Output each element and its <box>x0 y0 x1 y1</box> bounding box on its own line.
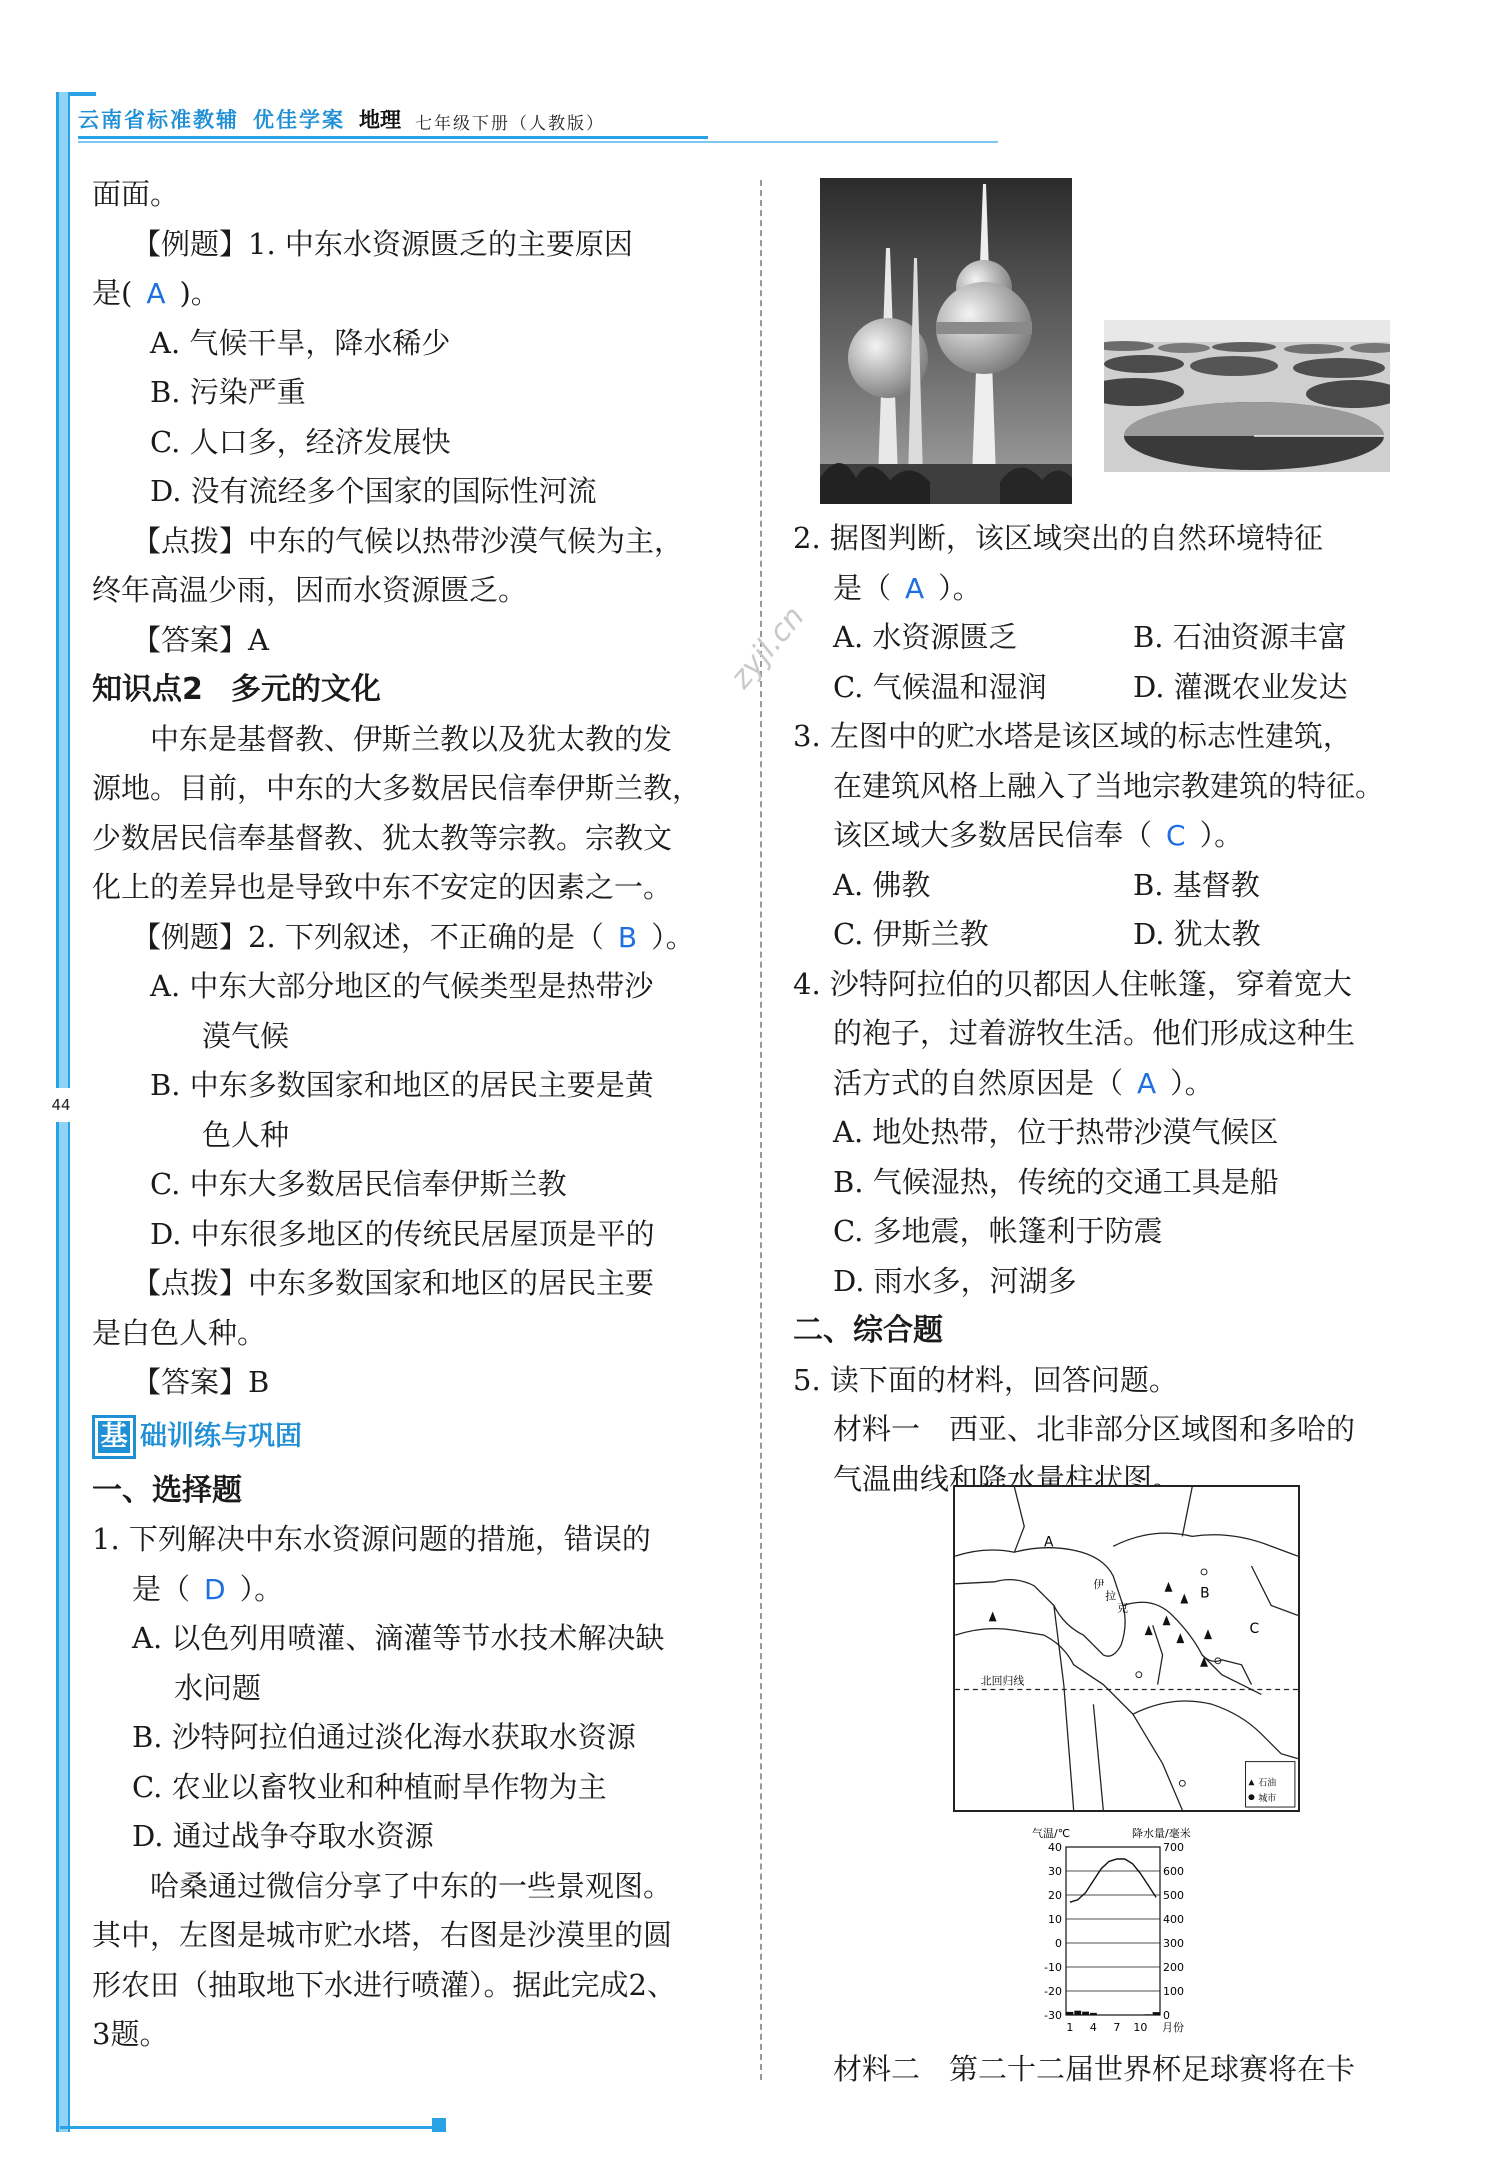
header-series: 优佳学案 <box>253 108 345 132</box>
question2-options-row2 <box>793 663 1433 713</box>
temperature-curve <box>1070 1859 1156 1902</box>
question3-line2: 在建筑风格上融入了当地宗教建筑的特征。 <box>833 768 1385 803</box>
question1-option-c: C. 农业以畜牧业和种植耐旱作物为主 <box>132 1769 607 1804</box>
tip1-line2: 终年高温少雨，因而水资源匮乏。 <box>92 573 528 607</box>
intro-line2: 其中，左图是城市贮水塔，右图是沙漠里的圆 <box>92 1918 673 1952</box>
right-tick-label: 600 <box>1163 1865 1184 1878</box>
text-line: 面面。 <box>92 177 180 211</box>
map-label-yi: 伊 <box>1093 1577 1105 1591</box>
x-tick-label: 1 <box>1066 2021 1074 2034</box>
material1-line1: 材料一 西亚、北非部分区域图和多哈的 <box>833 1412 1356 1446</box>
basic-banner-icon: 基 <box>92 1415 136 1459</box>
tip2-line2: 是白色人种。 <box>92 1315 267 1350</box>
example2-option-d: D. 中东很多地区的传统民居屋顶是平的 <box>150 1216 655 1251</box>
left-tick-label: -30 <box>1044 2009 1062 2022</box>
material1-line2: 气温曲线和降水量柱状图。 <box>833 1461 1182 1496</box>
question3-option-c: C. 伊斯兰教 <box>833 917 989 951</box>
example2-answer: B <box>617 920 638 954</box>
answer1: 【答案】A <box>132 622 269 657</box>
header-subject: 地理 <box>359 108 401 132</box>
example1-question: 【例题】1. 中东水资源匮乏的主要原因 <box>132 226 633 261</box>
column-divider <box>760 180 762 2080</box>
doha-climate-chart <box>1020 1825 1245 2040</box>
question1-line2: 是（ D ）。 <box>132 1571 284 1606</box>
intro-line3: 形农田（抽取地下水进行喷灌）。据此完成2、 <box>92 1967 676 2002</box>
question3-option-d: D. 犹太教 <box>1133 917 1261 951</box>
example2-option-c: C. 中东大多数居民信奉伊斯兰教 <box>150 1167 567 1201</box>
example2-option-a-cont: 漠气候 <box>202 1018 290 1053</box>
question3-options-row2 <box>793 910 1433 960</box>
left-tick-label: -20 <box>1044 1985 1062 1998</box>
right-tick-label: 200 <box>1163 1961 1184 1974</box>
question4-line2: 的袍子，过着游牧生活。他们形成这种生 <box>833 1016 1356 1050</box>
example2-option-a: A. 中东大部分地区的气候类型是热带沙 <box>150 969 654 1003</box>
footer-square <box>432 2118 446 2132</box>
question4-option-d: D. 雨水多，河湖多 <box>833 1263 1077 1298</box>
header-rule <box>78 136 708 139</box>
question1-option-b: B. 沙特阿拉伯通过淡化海水获取水资源 <box>132 1720 636 1754</box>
question4-option-c: C. 多地震，帐篷利于防震 <box>833 1214 1163 1248</box>
question2-line1: 2. 据图判断，该区域突出的自然环境特征 <box>793 521 1323 555</box>
header-brand: 云南省标准教辅 <box>78 108 239 132</box>
precipitation-bar <box>1145 2014 1152 2015</box>
question1-option-a: A. 以色列用喷灌、滴灌等节水技术解决缺 <box>132 1621 665 1655</box>
precipitation-bar <box>1082 2012 1089 2015</box>
question2-option-d: D. 灌溉农业发达 <box>1133 669 1348 704</box>
map-label-la: 拉 <box>1105 1589 1117 1603</box>
right-tick-label: 300 <box>1163 1937 1184 1950</box>
question2-answer: A <box>905 571 925 605</box>
question1-option-a-cont: 水问题 <box>174 1670 262 1705</box>
kp2-paragraph-line2: 源地。目前，中东的大多数居民信奉伊斯兰教， <box>92 771 702 805</box>
example1-option-a: A. 气候干旱，降水稀少 <box>150 325 451 360</box>
knowledge-point-2-heading: 知识点2 多元的文化 <box>92 672 381 707</box>
question2-option-a: A. 水资源匮乏 <box>833 620 1018 654</box>
chart-right-title: 降水量/毫米 <box>1132 1827 1191 1840</box>
question2-option-c: C. 气候温和湿润 <box>833 669 1047 704</box>
header-rule-thin <box>78 141 998 143</box>
right-tick-label: 400 <box>1163 1913 1184 1926</box>
tip1-line1: 【点拨】中东的气候以热带沙漠气候为主， <box>132 523 684 558</box>
precipitation-bar <box>1067 2012 1074 2015</box>
left-tick-label: 30 <box>1048 1865 1062 1878</box>
section1-heading: 一、选择题 <box>92 1472 242 1508</box>
example2-option-b: B. 中东多数国家和地区的居民主要是黄 <box>150 1068 654 1102</box>
kp2-paragraph-line4: 化上的差异也是导致中东不安定的因素之一。 <box>92 870 673 904</box>
legend-city: 城市 <box>1258 1794 1277 1805</box>
question1-line1: 1. 下列解决中东水资源问题的措施，错误的 <box>92 1522 651 1556</box>
water-tower-photo <box>820 178 1072 504</box>
right-tick-label: 500 <box>1163 1889 1184 1902</box>
circular-farmland-photo <box>1104 320 1390 472</box>
chart-frame <box>1066 1847 1160 2015</box>
x-tick-label: 7 <box>1113 2021 1121 2034</box>
question2-option-b: B. 石油资源丰富 <box>1133 620 1347 654</box>
x-tick-label: 4 <box>1089 2021 1097 2034</box>
section2-heading: 二、综合题 <box>793 1313 943 1348</box>
page-header <box>78 98 605 134</box>
example1-option-c: C. 人口多，经济发展快 <box>150 424 451 459</box>
precipitation-bar <box>1153 2012 1160 2015</box>
question1-answer: D <box>204 1572 226 1606</box>
question2-options-row1 <box>793 613 1433 663</box>
example2-option-b-cont: 色人种 <box>202 1117 290 1152</box>
question3-option-a: A. 佛教 <box>833 867 931 902</box>
material2-line: 材料二 第二十二届世界杯足球赛将在卡 <box>833 2052 1356 2086</box>
chart-left-title: 气温/℃ <box>1032 1827 1071 1840</box>
example1-question-cont: 是( A )。 <box>92 276 220 310</box>
question4-option-a: A. 地处热带，位于热带沙漠气候区 <box>833 1115 1279 1149</box>
header-grade: 七年级下册（人教版） <box>415 114 605 134</box>
middle-east-map <box>953 1485 1300 1812</box>
question5-line: 5. 读下面的材料，回答问题。 <box>793 1362 1178 1397</box>
question3-options-row1 <box>793 861 1433 911</box>
page-number: 44 <box>36 1088 86 1122</box>
footer-rule <box>60 2126 440 2129</box>
map-label-a: A <box>1044 1534 1054 1551</box>
tropic-label: 北回归线 <box>980 1674 1025 1688</box>
map-label-b: B <box>1200 1585 1210 1602</box>
map-label-c: C <box>1249 1621 1260 1638</box>
question1-option-d: D. 通过战争夺取水资源 <box>132 1819 434 1853</box>
left-tick-label: -10 <box>1044 1961 1062 1974</box>
watermark: zyjl.cn <box>723 599 812 696</box>
question4-line3: 活方式的自然原因是（ A ）。 <box>833 1065 1214 1100</box>
legend-oil: 石油 <box>1258 1778 1277 1789</box>
right-tick-label: 100 <box>1163 1985 1184 1998</box>
question3-answer: C <box>1166 819 1186 852</box>
question4-answer: A <box>1137 1066 1157 1100</box>
intro-line1: 哈桑通过微信分享了中东的一些景观图。 <box>150 1868 673 1903</box>
question3-option-b: B. 基督教 <box>1133 867 1260 902</box>
left-tick-label: 10 <box>1048 1913 1062 1926</box>
kp2-paragraph-line3: 少数居民信奉基督教、犹太教等宗教。宗教文 <box>92 820 673 855</box>
x-tick-label: 10 <box>1133 2021 1148 2034</box>
precipitation-bar <box>1074 2011 1081 2015</box>
right-tick-label: 700 <box>1163 1841 1184 1854</box>
right-tick-label: 0 <box>1163 2009 1170 2022</box>
question4-option-b: B. 气候湿热，传统的交通工具是船 <box>833 1164 1279 1199</box>
question3-line3: 该区域大多数居民信奉（ C ）。 <box>833 818 1244 852</box>
example1-answer: A <box>146 277 166 310</box>
question3-line1: 3. 左图中的贮水塔是该区域的标志性建筑， <box>793 719 1352 753</box>
left-tick-label: 20 <box>1048 1889 1062 1902</box>
example1-option-d: D. 没有流经多个国家的国际性河流 <box>150 474 597 508</box>
x-unit-label: 月份 <box>1162 2021 1184 2034</box>
answer2: 【答案】B <box>132 1365 270 1399</box>
precipitation-bar <box>1090 2013 1097 2015</box>
question2-line2: 是（ A ）。 <box>833 570 982 605</box>
left-column <box>92 170 732 2060</box>
right-column <box>793 514 1433 1504</box>
example1-option-b: B. 污染严重 <box>150 375 306 409</box>
example2-question: 【例题】2. 下列叙述，不正确的是（ B ）。 <box>132 919 695 954</box>
intro-line4: 3题。 <box>92 2017 169 2051</box>
basic-training-banner: 基 础训练与巩固 <box>92 1408 732 1466</box>
oil-field-markers <box>989 1582 1212 1667</box>
map-label-ke: 克 <box>1117 1601 1128 1615</box>
left-tick-label: 0 <box>1055 1937 1062 1950</box>
question4-line1: 4. 沙特阿拉伯的贝都因人住帐篷，穿着宽大 <box>793 966 1352 1001</box>
tip2-line1: 【点拨】中东多数国家和地区的居民主要 <box>132 1266 655 1300</box>
kp2-paragraph-line1: 中东是基督教、伊斯兰教以及犹太教的发 <box>150 721 673 756</box>
left-tick-label: 40 <box>1048 1841 1062 1854</box>
